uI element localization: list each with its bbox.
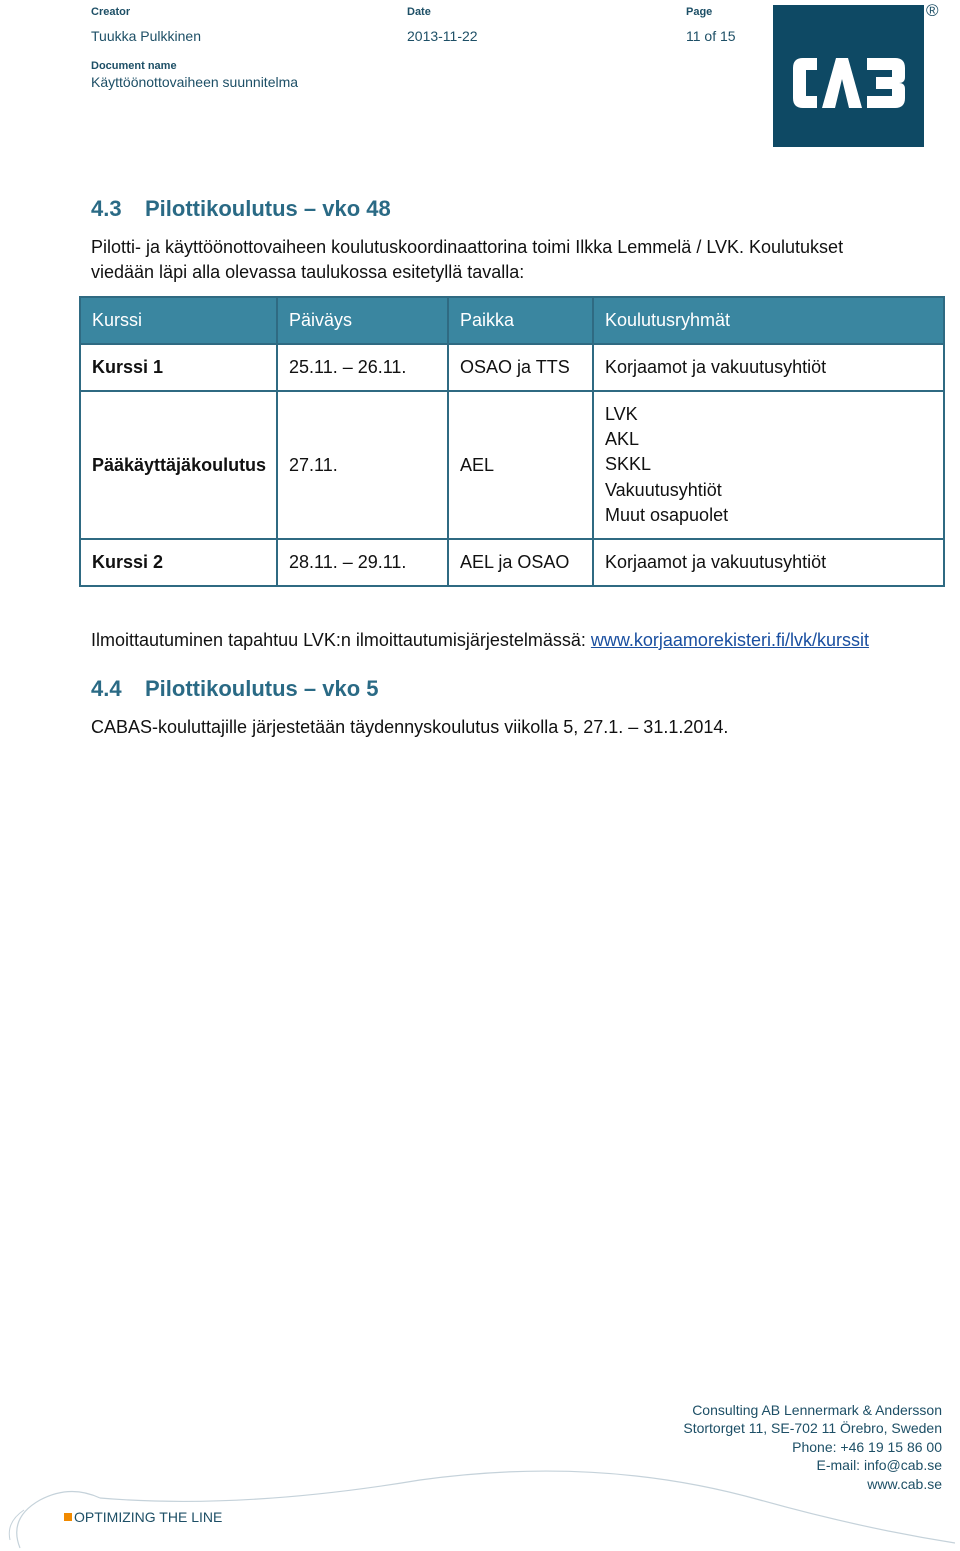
cab-logo-icon — [773, 5, 924, 147]
col-header-place: Paikka — [448, 297, 593, 344]
date-value: 2013-11-22 — [407, 28, 478, 44]
section-title: Pilottikoulutus – vko 48 — [145, 196, 391, 221]
group-item: Vakuutusyhtiöt — [605, 479, 722, 500]
courses-table — [79, 296, 945, 587]
table-row — [80, 344, 944, 391]
cell-date: 27.11. — [277, 391, 448, 539]
creator-label: Creator — [91, 6, 131, 18]
footer-phone: Phone: +46 19 15 86 00 — [792, 1438, 942, 1455]
cell-date: 28.11. – 29.11. — [277, 539, 448, 586]
col-header-course: Kurssi — [80, 297, 277, 344]
cell-groups: Korjaamot ja vakuutusyhtiöt — [593, 539, 944, 586]
table-row — [80, 391, 944, 539]
section-heading-4-3 — [91, 196, 391, 222]
cell-course: Kurssi 2 — [80, 539, 277, 586]
cell-place: AEL ja OSAO — [448, 539, 593, 586]
page-label: Page — [686, 6, 713, 18]
registration-line — [91, 630, 869, 651]
col-header-date: Päiväys — [277, 297, 448, 344]
cell-date: 25.11. – 26.11. — [277, 344, 448, 391]
table-header-row — [80, 297, 944, 344]
cell-course: Pääkäyttäjäkoulutus — [80, 391, 277, 539]
cell-place: AEL — [448, 391, 593, 539]
section-paragraph-line-2: viedään läpi alla olevassa taulukossa esitetyllä tavalla: — [91, 262, 525, 282]
cell-course: Kurssi 1 — [80, 344, 277, 391]
section-number: 4.3 — [91, 196, 122, 221]
footer-company: Consulting AB Lennermark & Andersson — [692, 1402, 942, 1418]
footer-address — [683, 1401, 942, 1493]
section-title: Pilottikoulutus – vko 5 — [145, 676, 379, 701]
section-heading-4-4 — [91, 676, 378, 702]
col-header-groups: Koulutusryhmät — [593, 297, 944, 344]
page-value: 11 of 15 — [686, 28, 736, 44]
footer-email: E-mail: info@cab.se — [816, 1457, 942, 1474]
section-paragraph: CABAS-kouluttajille järjestetään täydennyskoulutus viikolla 5, 27.1. – 31.1.2014. — [91, 717, 729, 737]
section-number: 4.4 — [91, 676, 122, 701]
footer-street: Stortorget 11, SE-702 11 Örebro, Sweden — [683, 1420, 942, 1437]
date-label: Date — [407, 6, 431, 18]
group-item: AKL — [605, 429, 640, 450]
group-item: LVK — [605, 403, 638, 424]
footer-tagline — [64, 1509, 222, 1525]
orange-square-icon — [64, 1513, 72, 1521]
docname-label: Document name — [91, 60, 177, 72]
group-item: SKKL — [605, 454, 652, 475]
footer-web: www.cab.se — [867, 1475, 942, 1492]
registration-text: Ilmoittautuminen tapahtuu LVK:n ilmoittautumisjärjestelmässä: — [91, 630, 591, 650]
group-item: Muut osapuolet — [605, 504, 729, 525]
cell-groups — [593, 391, 944, 539]
table-row — [80, 539, 944, 586]
cell-groups: Korjaamot ja vakuutusyhtiöt — [593, 344, 944, 391]
registration-link[interactable]: www.korjaamorekisteri.fi/lvk/kurssit — [590, 630, 869, 650]
cell-place: OSAO ja TTS — [448, 344, 593, 391]
tagline-text: OPTIMIZING THE LINE — [74, 1509, 223, 1525]
section-paragraph-line-1: Pilotti- ja käyttöönottovaiheen koulutuskoordinaattorina toimi Ilkka Lemmelä / LVK. Koulutukset — [91, 237, 844, 257]
registered-mark: ® — [926, 1, 939, 20]
creator-value: Tuukka Pulkkinen — [91, 28, 201, 44]
docname-value: Käyttöönottovaiheen suunnitelma — [91, 74, 299, 90]
